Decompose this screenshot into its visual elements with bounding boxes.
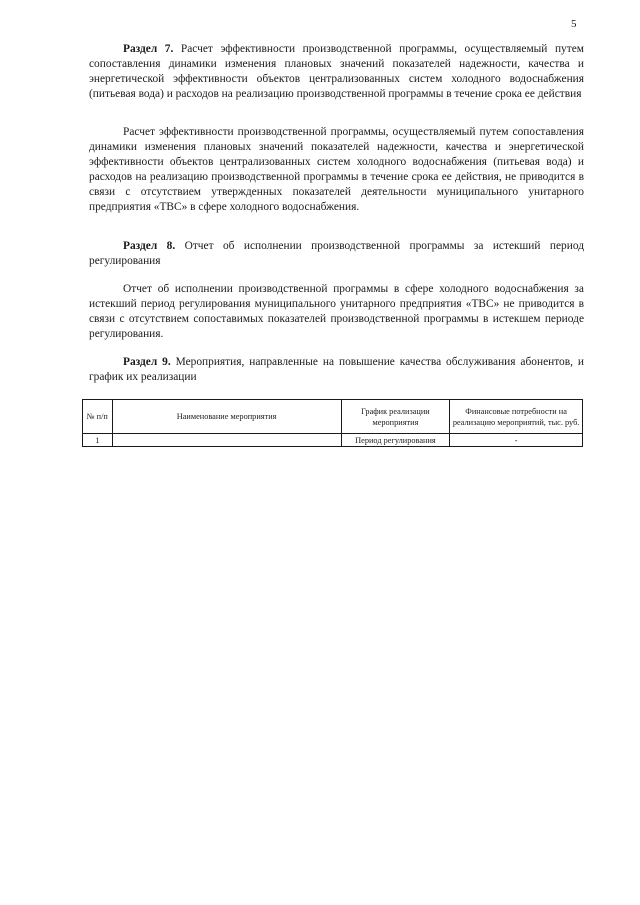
section-7-label: Раздел 7.	[123, 43, 174, 55]
section-7-heading	[89, 42, 584, 102]
cell-number: 1	[83, 434, 113, 447]
header-activity-name: Наименование мероприятия	[112, 400, 341, 434]
cell-schedule: Период регулирования	[341, 434, 450, 447]
section-8-body: Отчет об исполнении производственной программы в сфере холодного водоснабжения за истекший период регулирования муниципального унитарного предприятия «ТВС» не приводится в связи с отсутствием сопоставимых показателей производственной программы в истекшем периоде регулирования.	[89, 283, 584, 340]
section-8-title: Отчет об исполнении производственной программы за истекший период регулирования	[89, 240, 585, 267]
activities-table	[82, 399, 583, 447]
section-7-title: Расчет эффективности производственной программы, осуществляемый путем сопоставления динамики изменения плановых значений показателей надежности, качества и энергетической эффективности объектов централизованных систем холодного водоснабжения (питьевая вода) и расходов на реализацию производственной программы в течение срока ее действия	[89, 43, 584, 100]
cell-financing: -	[450, 434, 583, 447]
section-9-title: Мероприятия, направленные на повышение качества обслуживания абонентов, и график их реализации	[89, 356, 584, 383]
cell-activity-name	[112, 434, 341, 447]
section-8-label: Раздел 8.	[123, 240, 176, 252]
section-9-heading	[89, 355, 584, 385]
section-8-heading	[89, 239, 584, 269]
table-row	[83, 434, 583, 447]
header-schedule: График реализации мероприятия	[341, 400, 450, 434]
page-number: 5	[571, 18, 577, 30]
header-financing: Финансовые потребности на реализацию мероприятий, тыс. руб.	[450, 400, 583, 434]
header-number: № п/п	[83, 400, 113, 434]
table-header-row	[83, 400, 583, 434]
section-9-label: Раздел 9.	[123, 356, 171, 368]
section-7-body: Расчет эффективности производственной программы, осуществляемый путем сопоставления динамики изменения плановых значений показателей надежности, качества и энергетической эффективности объектов централизованных систем холодного водоснабжения (питьевая вода) и расходов на реализацию производственной программы в течение срока ее действия, не приводится в связи с отсутствием утвержденных показателей деятельности муниципального унитарного предприятия «ТВС» в сфере холодного водоснабжения.	[89, 126, 584, 213]
